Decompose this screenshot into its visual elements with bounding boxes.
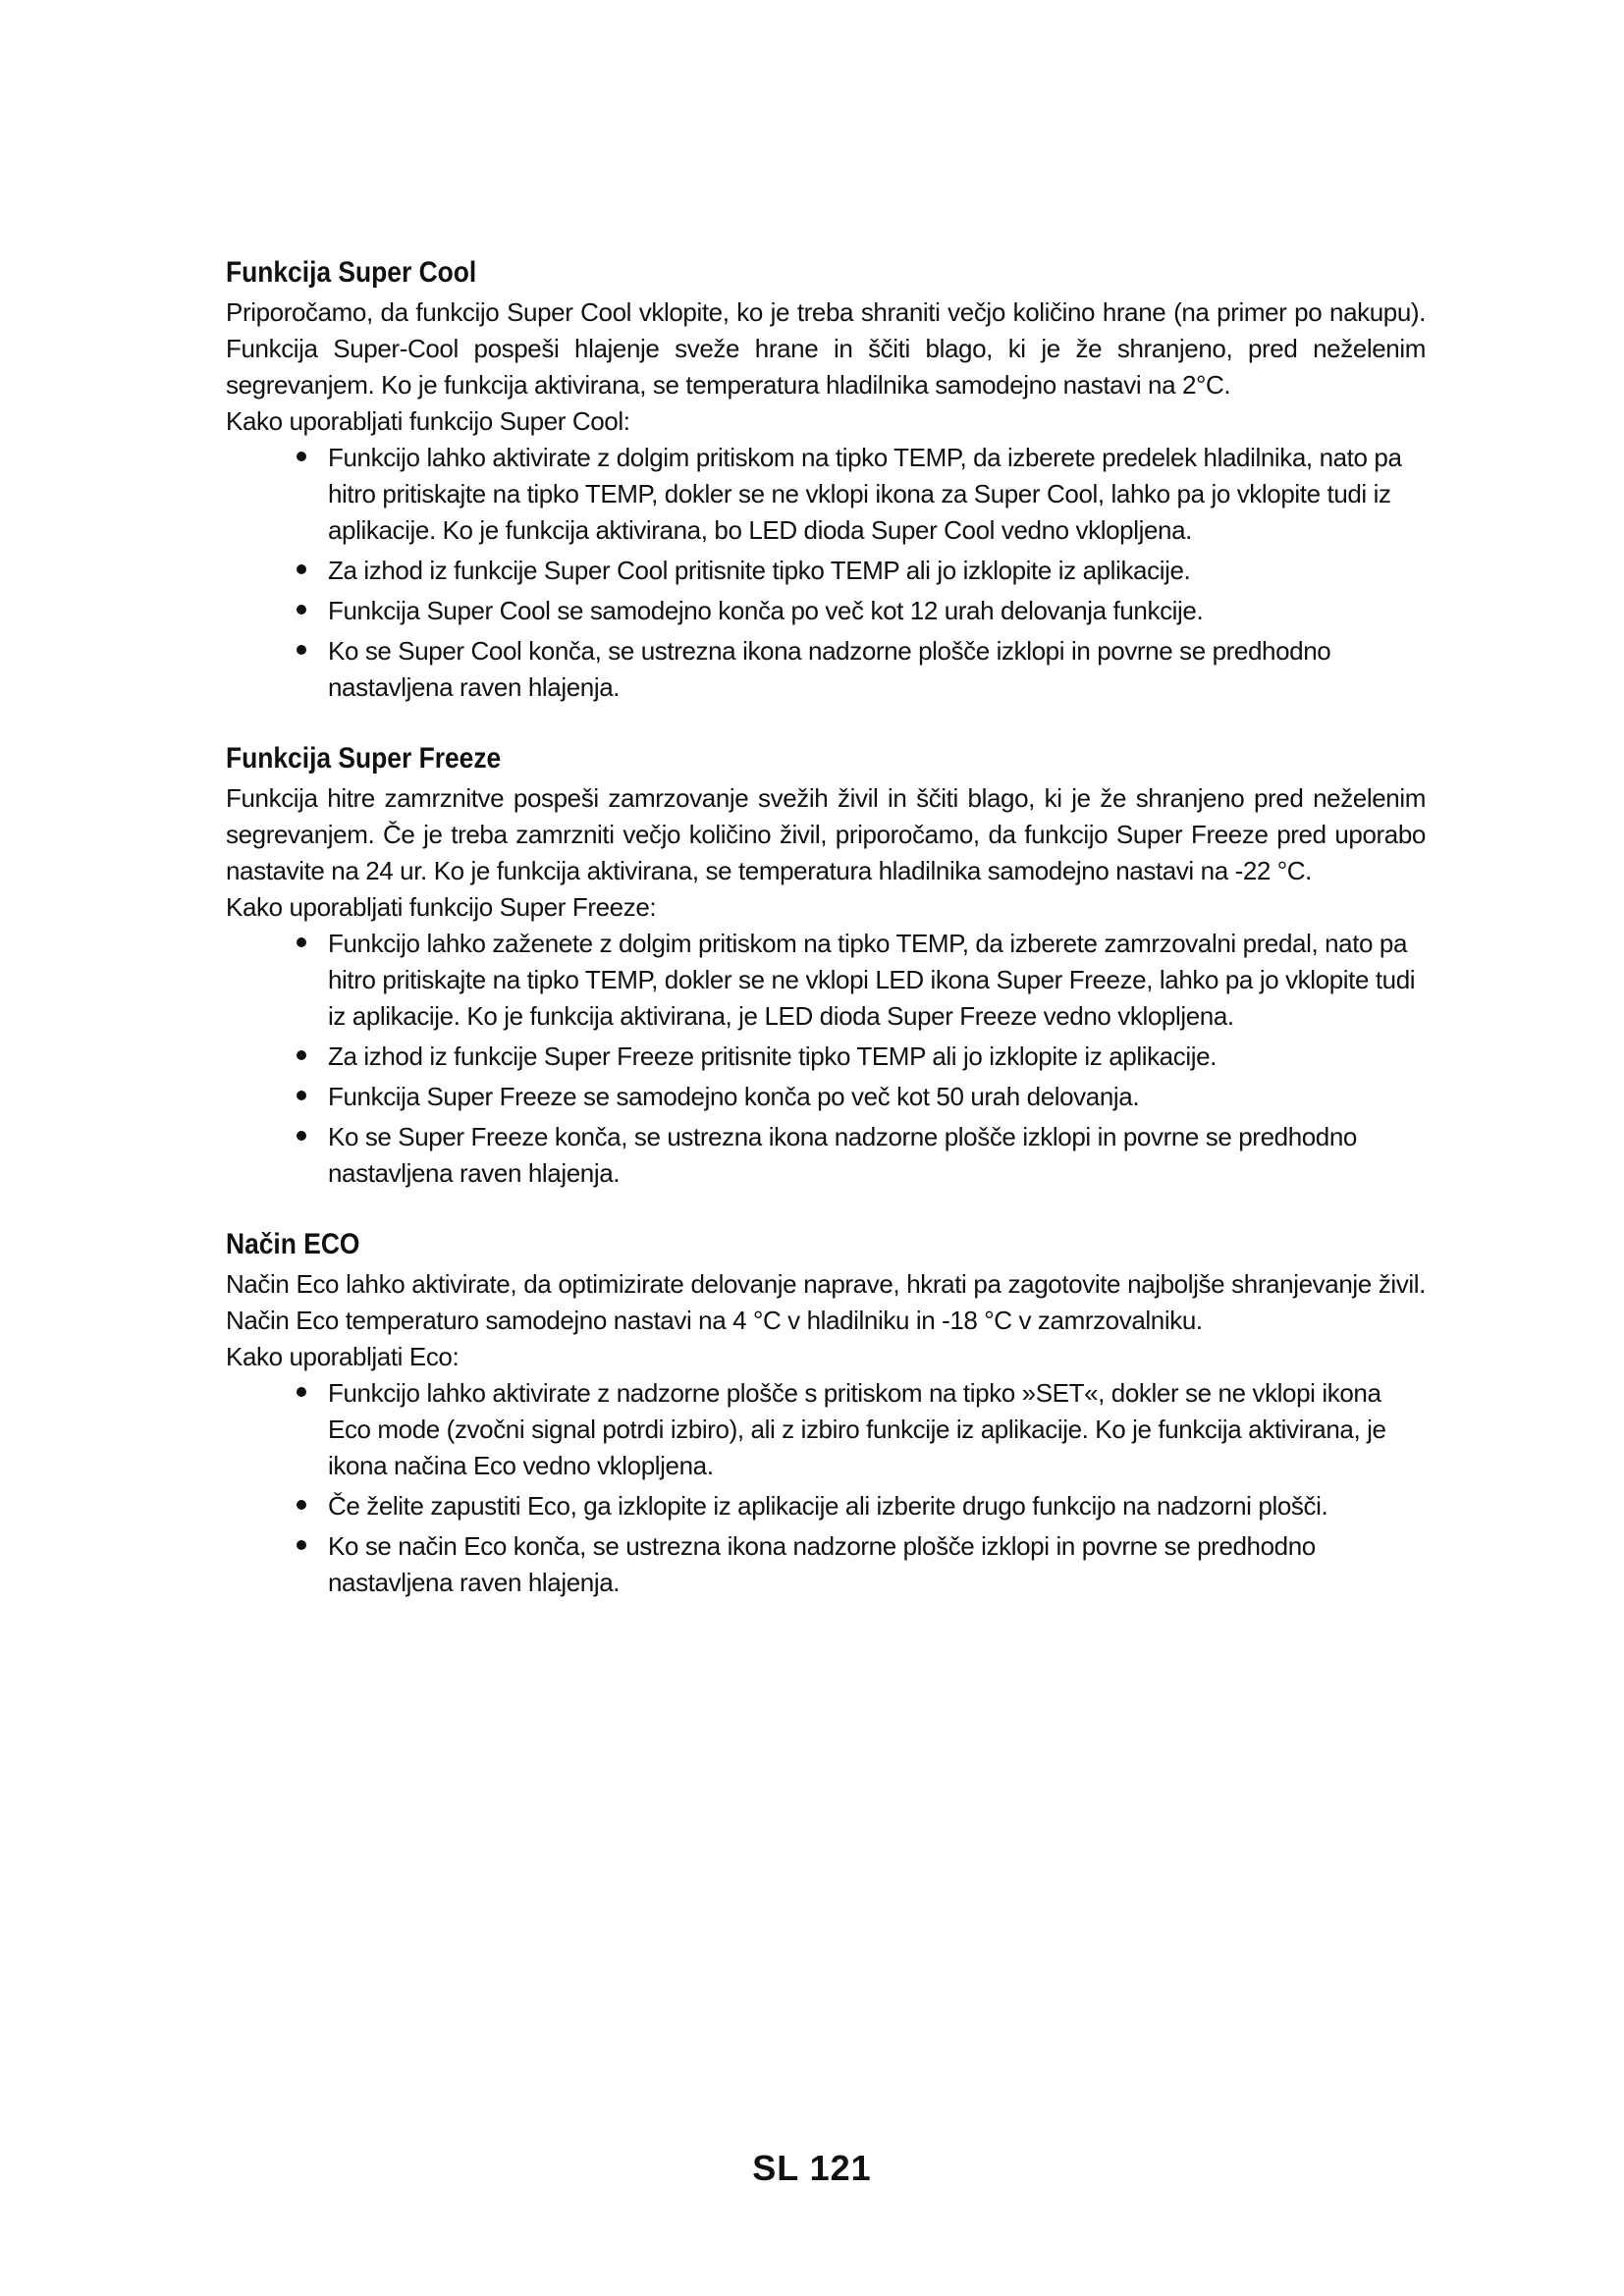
section-super-cool (226, 253, 1426, 706)
section-eco (226, 1225, 1426, 1601)
bullet-icon (297, 937, 306, 947)
bullet-icon (297, 452, 306, 461)
list-item (293, 1528, 1426, 1601)
list-item-text: Funkcija Super Freeze se samodejno konča po več kot 50 urah delovanja. (328, 1082, 1140, 1111)
list-item (293, 440, 1426, 549)
list-item (293, 633, 1426, 706)
list-item (293, 1039, 1426, 1075)
list-item-text: Funkcijo lahko aktivirate z nadzorne plošče s pritiskom na tipko »SET«, dokler se ne vklopi ikona Eco mode (zvočni signal potrdi izbiro), ali z izbiro funkcije iz aplikacije. Ko je funkcija aktivirana, je ikona načina Eco vedno vklopljena. (328, 1378, 1386, 1480)
bullet-icon (297, 564, 306, 574)
list-item-text: Ko se Super Cool konča, se ustrezna ikona nadzorne plošče izklopi in povrne se predhodno nastavljena raven hlajenja. (328, 636, 1331, 702)
list-item-text: Funkcijo lahko zaženete z dolgim pritiskom na tipko TEMP, da izberete zamrzovalni predal, nato pa hitro pritiskajte na tipko TEMP, dokler se ne vklopi LED ikona Super Freeze, lahko pa jo vklopite tudi iz aplikacije. Ko je funkcija aktivirana, je LED dioda Super Freeze vedno vklopljena. (328, 929, 1416, 1031)
list-item (293, 553, 1426, 589)
bullet-icon (297, 605, 306, 614)
list-item (293, 1079, 1426, 1115)
document-page (226, 253, 1426, 1634)
list-item (293, 1375, 1426, 1484)
section-paragraph: Funkcija hitre zamrznitve pospeši zamrzovanje svežih živil in ščiti blago, ki je že shranjeno pred neželenim segrevanjem. Če je treba zamrzniti večjo količino živil, priporočamo, da funkcijo Super Freeze pred uporabo nastavite na 24 ur. Ko je funkcija aktivirana, se temperatura hladilnika samodejno nastavi na -22 °C. (226, 783, 1426, 885)
list-item-text: Funkcija Super Cool se samodejno konča po več kot 12 urah delovanja funkcije. (328, 596, 1204, 625)
list-item-text: Ko se način Eco konča, se ustrezna ikona nadzorne plošče izklopi in povrne se predhodno nastavljena raven hlajenja. (328, 1531, 1316, 1597)
bullet-list (226, 440, 1426, 706)
section-paragraph: Priporočamo, da funkcijo Super Cool vklopite, ko je treba shraniti večjo količino hrane (na primer po nakupu). Funkcija Super-Cool pospeši hlajenje sveže hrane in ščiti blago, ki je že shranjeno, pred neželenim segrevanjem. Ko je funkcija aktivirana, se temperatura hladilnika samodejno nastavi na 2°C. (226, 297, 1426, 400)
section-title: Funkcija Super Cool (226, 256, 477, 289)
section-title: Način ECO (226, 1228, 360, 1260)
list-item (293, 926, 1426, 1035)
section-paragraph: Način Eco lahko aktivirate, da optimizirate delovanje naprave, hkrati pa zagotovite najboljše shranjevanje živil. Način Eco temperaturo samodejno nastavi na 4 °C v hladilniku in -18 °C v zamrzovalniku. (226, 1269, 1426, 1335)
bullet-list (226, 1375, 1426, 1601)
section-super-freeze (226, 739, 1426, 1192)
page-number: SL 121 (752, 2148, 872, 2188)
bullet-list (226, 926, 1426, 1192)
bullet-icon (297, 1131, 306, 1141)
section-title: Funkcija Super Freeze (226, 742, 502, 774)
list-item-text: Funkcijo lahko aktivirate z dolgim pritiskom na tipko TEMP, da izberete predelek hladilnika, nato pa hitro pritiskajte na tipko TEMP, dokler se ne vklopi ikona za Super Cool, lahko pa jo vklopite tudi iz aplikacije. Ko je funkcija aktivirana, bo LED dioda Super Cool vedno vklopljena. (328, 443, 1402, 545)
list-item-text: Če želite zapustiti Eco, ga izklopite iz aplikacije ali izberite drugo funkcijo na nadzorni plošči. (328, 1491, 1328, 1521)
list-item (293, 593, 1426, 629)
list-item-text: Ko se Super Freeze konča, se ustrezna ikona nadzorne plošče izklopi in povrne se predhodno nastavljena raven hlajenja. (328, 1122, 1357, 1188)
howto-label: Kako uporabljati Eco: (226, 1342, 460, 1371)
howto-label: Kako uporabljati funkcijo Super Freeze: (226, 892, 657, 922)
bullet-icon (297, 645, 306, 655)
list-item (293, 1119, 1426, 1192)
bullet-icon (297, 1091, 306, 1100)
howto-label: Kako uporabljati funkcijo Super Cool: (226, 406, 630, 436)
list-item-text: Za izhod iz funkcije Super Freeze pritisnite tipko TEMP ali jo izklopite iz aplikacije. (328, 1041, 1217, 1071)
bullet-icon (297, 1500, 306, 1510)
bullet-icon (297, 1387, 306, 1397)
list-item (293, 1488, 1426, 1524)
bullet-icon (297, 1540, 306, 1550)
bullet-icon (297, 1050, 306, 1060)
list-item-text: Za izhod iz funkcije Super Cool pritisnite tipko TEMP ali jo izklopite iz aplikacije. (328, 556, 1191, 585)
